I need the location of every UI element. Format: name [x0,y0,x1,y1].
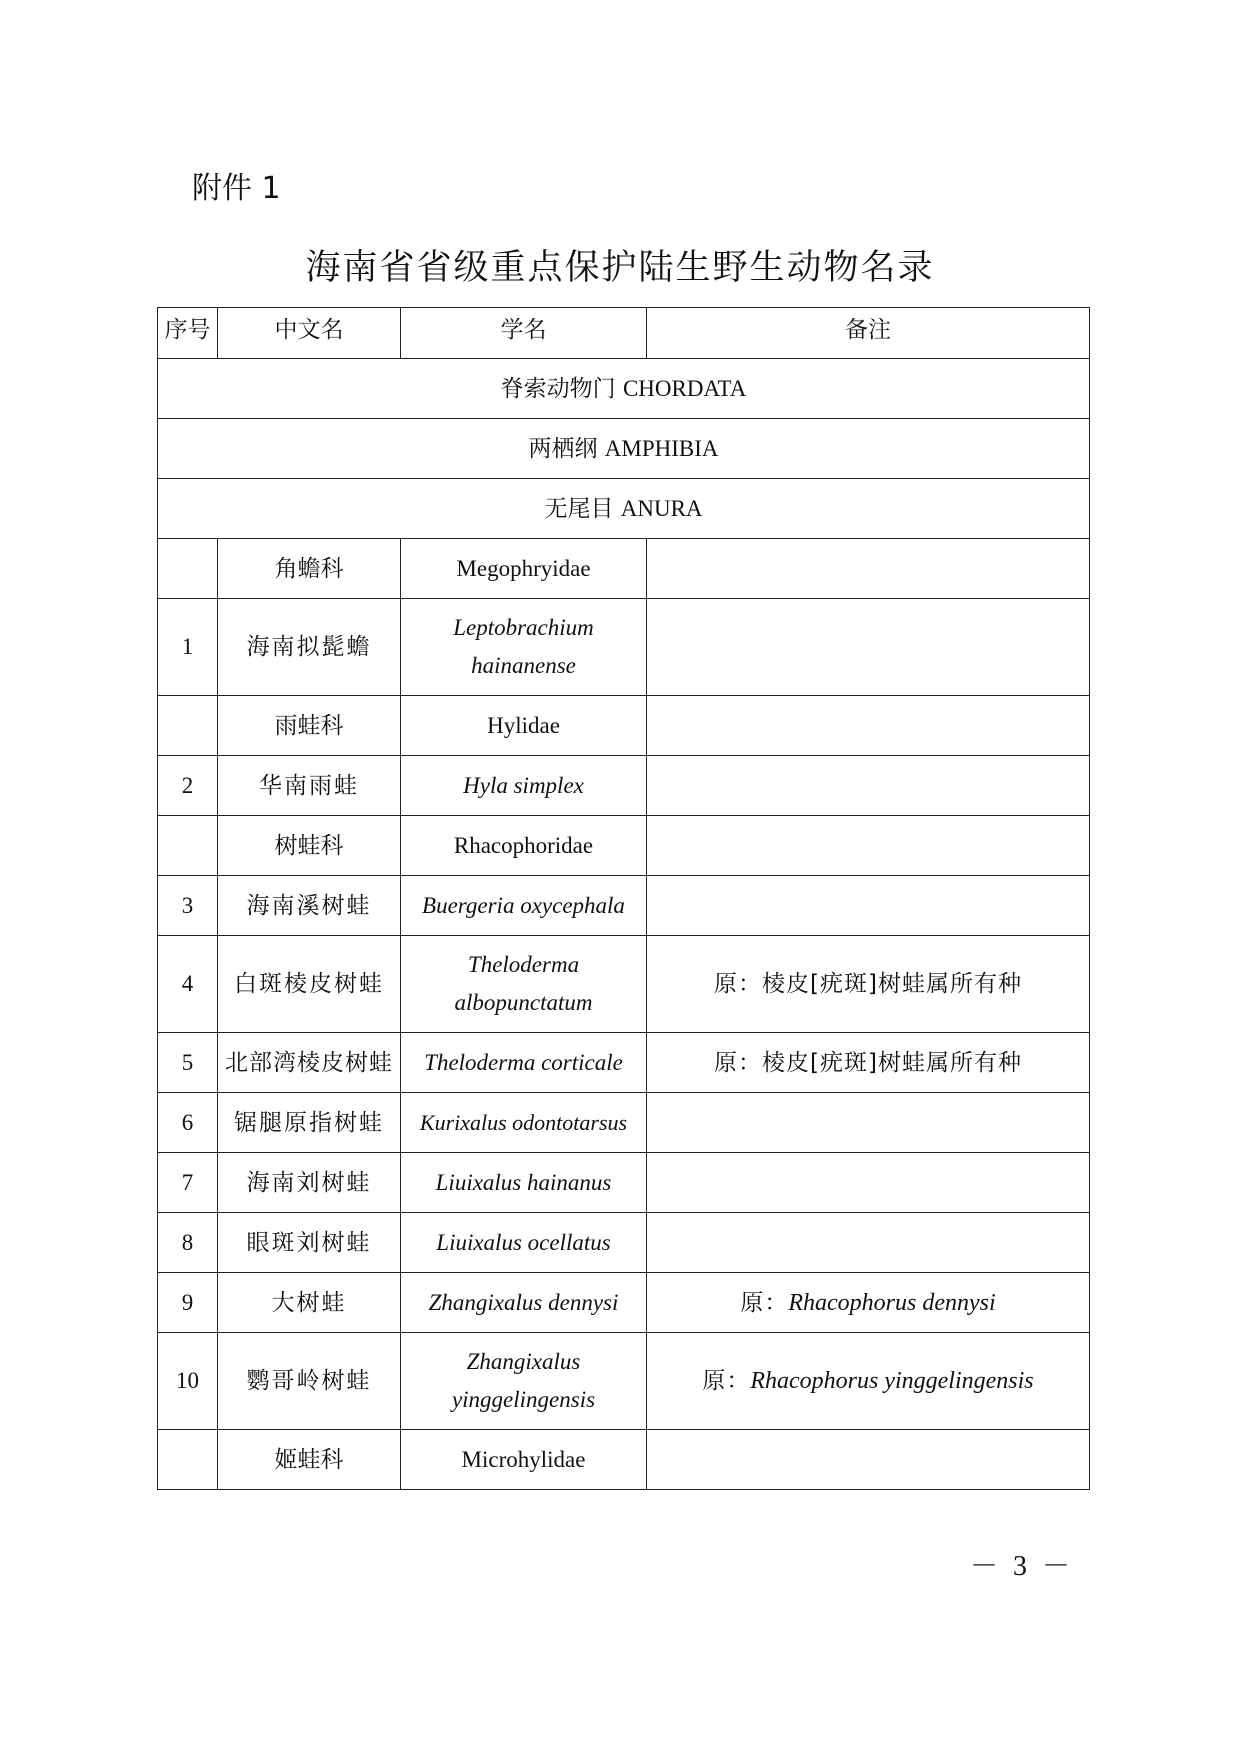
species-table [157,307,1090,1490]
class-cn: 两栖纲 [528,435,598,462]
chinese-name: 鹦哥岭树蛙 [218,1333,401,1430]
scientific-name: Buergeria oxycephala [401,876,647,936]
remarks [647,1213,1090,1273]
table-row [158,1213,1090,1273]
row-number: 6 [158,1093,218,1153]
row-number: 1 [158,599,218,696]
chinese-name: 锯腿原指树蛙 [218,1093,401,1153]
remarks [647,599,1090,696]
phylum-latin: CHORDATA [622,375,747,401]
scientific-name: Leptobrachium hainanense [401,599,647,696]
attachment-label: 附件 1 [192,171,281,206]
row-number: 8 [158,1213,218,1273]
table-row [158,1093,1090,1153]
section-row-order [158,479,1090,539]
scientific-name: Kurixalus odontotarsus [401,1093,647,1153]
family-cn: 姬蛙科 [218,1430,401,1490]
phylum-cn: 脊索动物门 [500,375,616,402]
header-scientific-name: 学名 [401,308,647,359]
table-row [158,1273,1090,1333]
chinese-name: 大树蛙 [218,1273,401,1333]
table-header-row [158,308,1090,359]
header-chinese-name: 中文名 [218,308,401,359]
scientific-name: Theloderma albopunctatum [401,936,647,1033]
row-number: 4 [158,936,218,1033]
family-cn: 树蛙科 [218,816,401,876]
family-row [158,539,1090,599]
table-row [158,1033,1090,1093]
family-row [158,696,1090,756]
table-row [158,936,1090,1033]
row-number: 10 [158,1333,218,1430]
family-latin: Microhylidae [401,1430,647,1490]
remarks: 原：Rhacophorus dennysi [647,1273,1090,1333]
table-row [158,756,1090,816]
row-number: 9 [158,1273,218,1333]
remarks [647,1093,1090,1153]
family-latin: Hylidae [401,696,647,756]
header-no: 序号 [158,308,218,359]
row-number: 5 [158,1033,218,1093]
table-row [158,1153,1090,1213]
document-title: 海南省省级重点保护陆生野生动物名录 [305,248,935,288]
family-row [158,1430,1090,1490]
scientific-name: Zhangixalus dennysi [401,1273,647,1333]
table-row [158,876,1090,936]
scientific-name: Hyla simplex [401,756,647,816]
class-latin: AMPHIBIA [604,435,719,461]
chinese-name: 华南雨蛙 [218,756,401,816]
row-number: 7 [158,1153,218,1213]
scientific-name: Liuixalus hainanus [401,1153,647,1213]
section-row-phylum [158,359,1090,419]
family-cn: 角蟾科 [218,539,401,599]
row-number: 2 [158,756,218,816]
chinese-name: 海南刘树蛙 [218,1153,401,1213]
section-row-class [158,419,1090,479]
family-latin: Rhacophoridae [401,816,647,876]
family-row [158,816,1090,876]
table-row [158,1333,1090,1430]
remarks: 原：棱皮[疣斑]树蛙属所有种 [647,1033,1090,1093]
remarks: 原：Rhacophorus yinggelingensis [647,1333,1090,1430]
chinese-name: 白斑棱皮树蛙 [218,936,401,1033]
remarks [647,876,1090,936]
order-cn: 无尾目 [544,495,614,522]
header-remarks: 备注 [647,308,1090,359]
remarks [647,756,1090,816]
remarks: 原：棱皮[疣斑]树蛙属所有种 [647,936,1090,1033]
chinese-name: 眼斑刘树蛙 [218,1213,401,1273]
table-row [158,599,1090,696]
family-latin: Megophryidae [401,539,647,599]
remarks [647,1153,1090,1213]
order-latin: ANURA [620,495,703,521]
page-number: － 3 － [970,1551,1075,1582]
chinese-name: 海南拟髭蟾 [218,599,401,696]
scientific-name: Theloderma corticale [401,1033,647,1093]
chinese-name: 海南溪树蛙 [218,876,401,936]
chinese-name: 北部湾棱皮树蛙 [218,1033,401,1093]
row-number: 3 [158,876,218,936]
family-cn: 雨蛙科 [218,696,401,756]
scientific-name: Liuixalus ocellatus [401,1213,647,1273]
scientific-name: Zhangixalus yinggelingensis [401,1333,647,1430]
